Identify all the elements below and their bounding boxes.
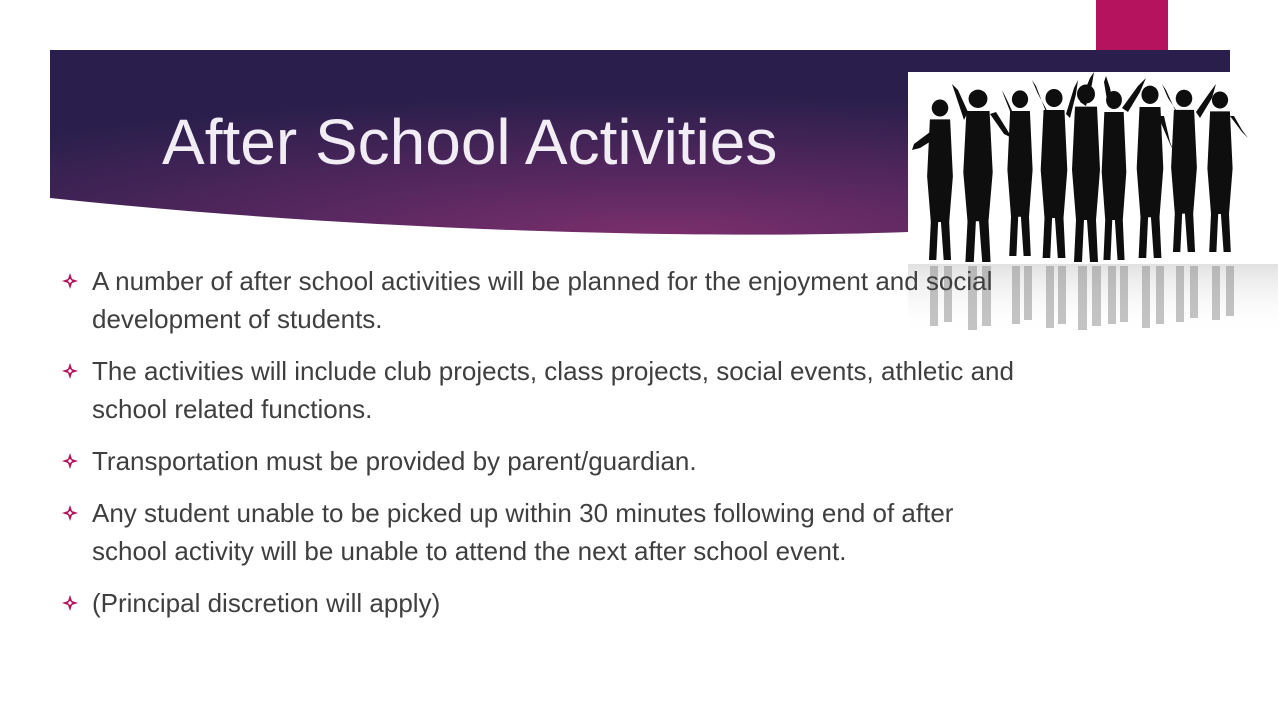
bullet-text: Any student unable to be picked up within 30 minutes following end of after school activity will be unable to attend the next after school event. — [92, 498, 954, 566]
diamond-bullet-icon — [62, 505, 78, 521]
list-item — [62, 584, 1022, 622]
diamond-bullet-icon — [62, 453, 78, 469]
bullet-text: Transportation must be provided by parent/guardian. — [92, 446, 697, 476]
bullet-list — [62, 262, 1022, 636]
list-item — [62, 494, 1022, 570]
list-item — [62, 442, 1022, 480]
bullet-text: (Principal discretion will apply) — [92, 588, 441, 618]
diamond-bullet-icon — [62, 363, 78, 379]
diamond-bullet-icon — [62, 595, 78, 611]
list-item — [62, 352, 1022, 428]
list-item — [62, 262, 1022, 338]
diamond-bullet-icon — [62, 273, 78, 289]
slide-title: After School Activities — [162, 106, 778, 178]
bullet-text: The activities will include club projects, class projects, social events, athletic and school related functions. — [92, 356, 1014, 424]
bullet-text: A number of after school activities will be planned for the enjoyment and social development of students. — [92, 266, 993, 334]
